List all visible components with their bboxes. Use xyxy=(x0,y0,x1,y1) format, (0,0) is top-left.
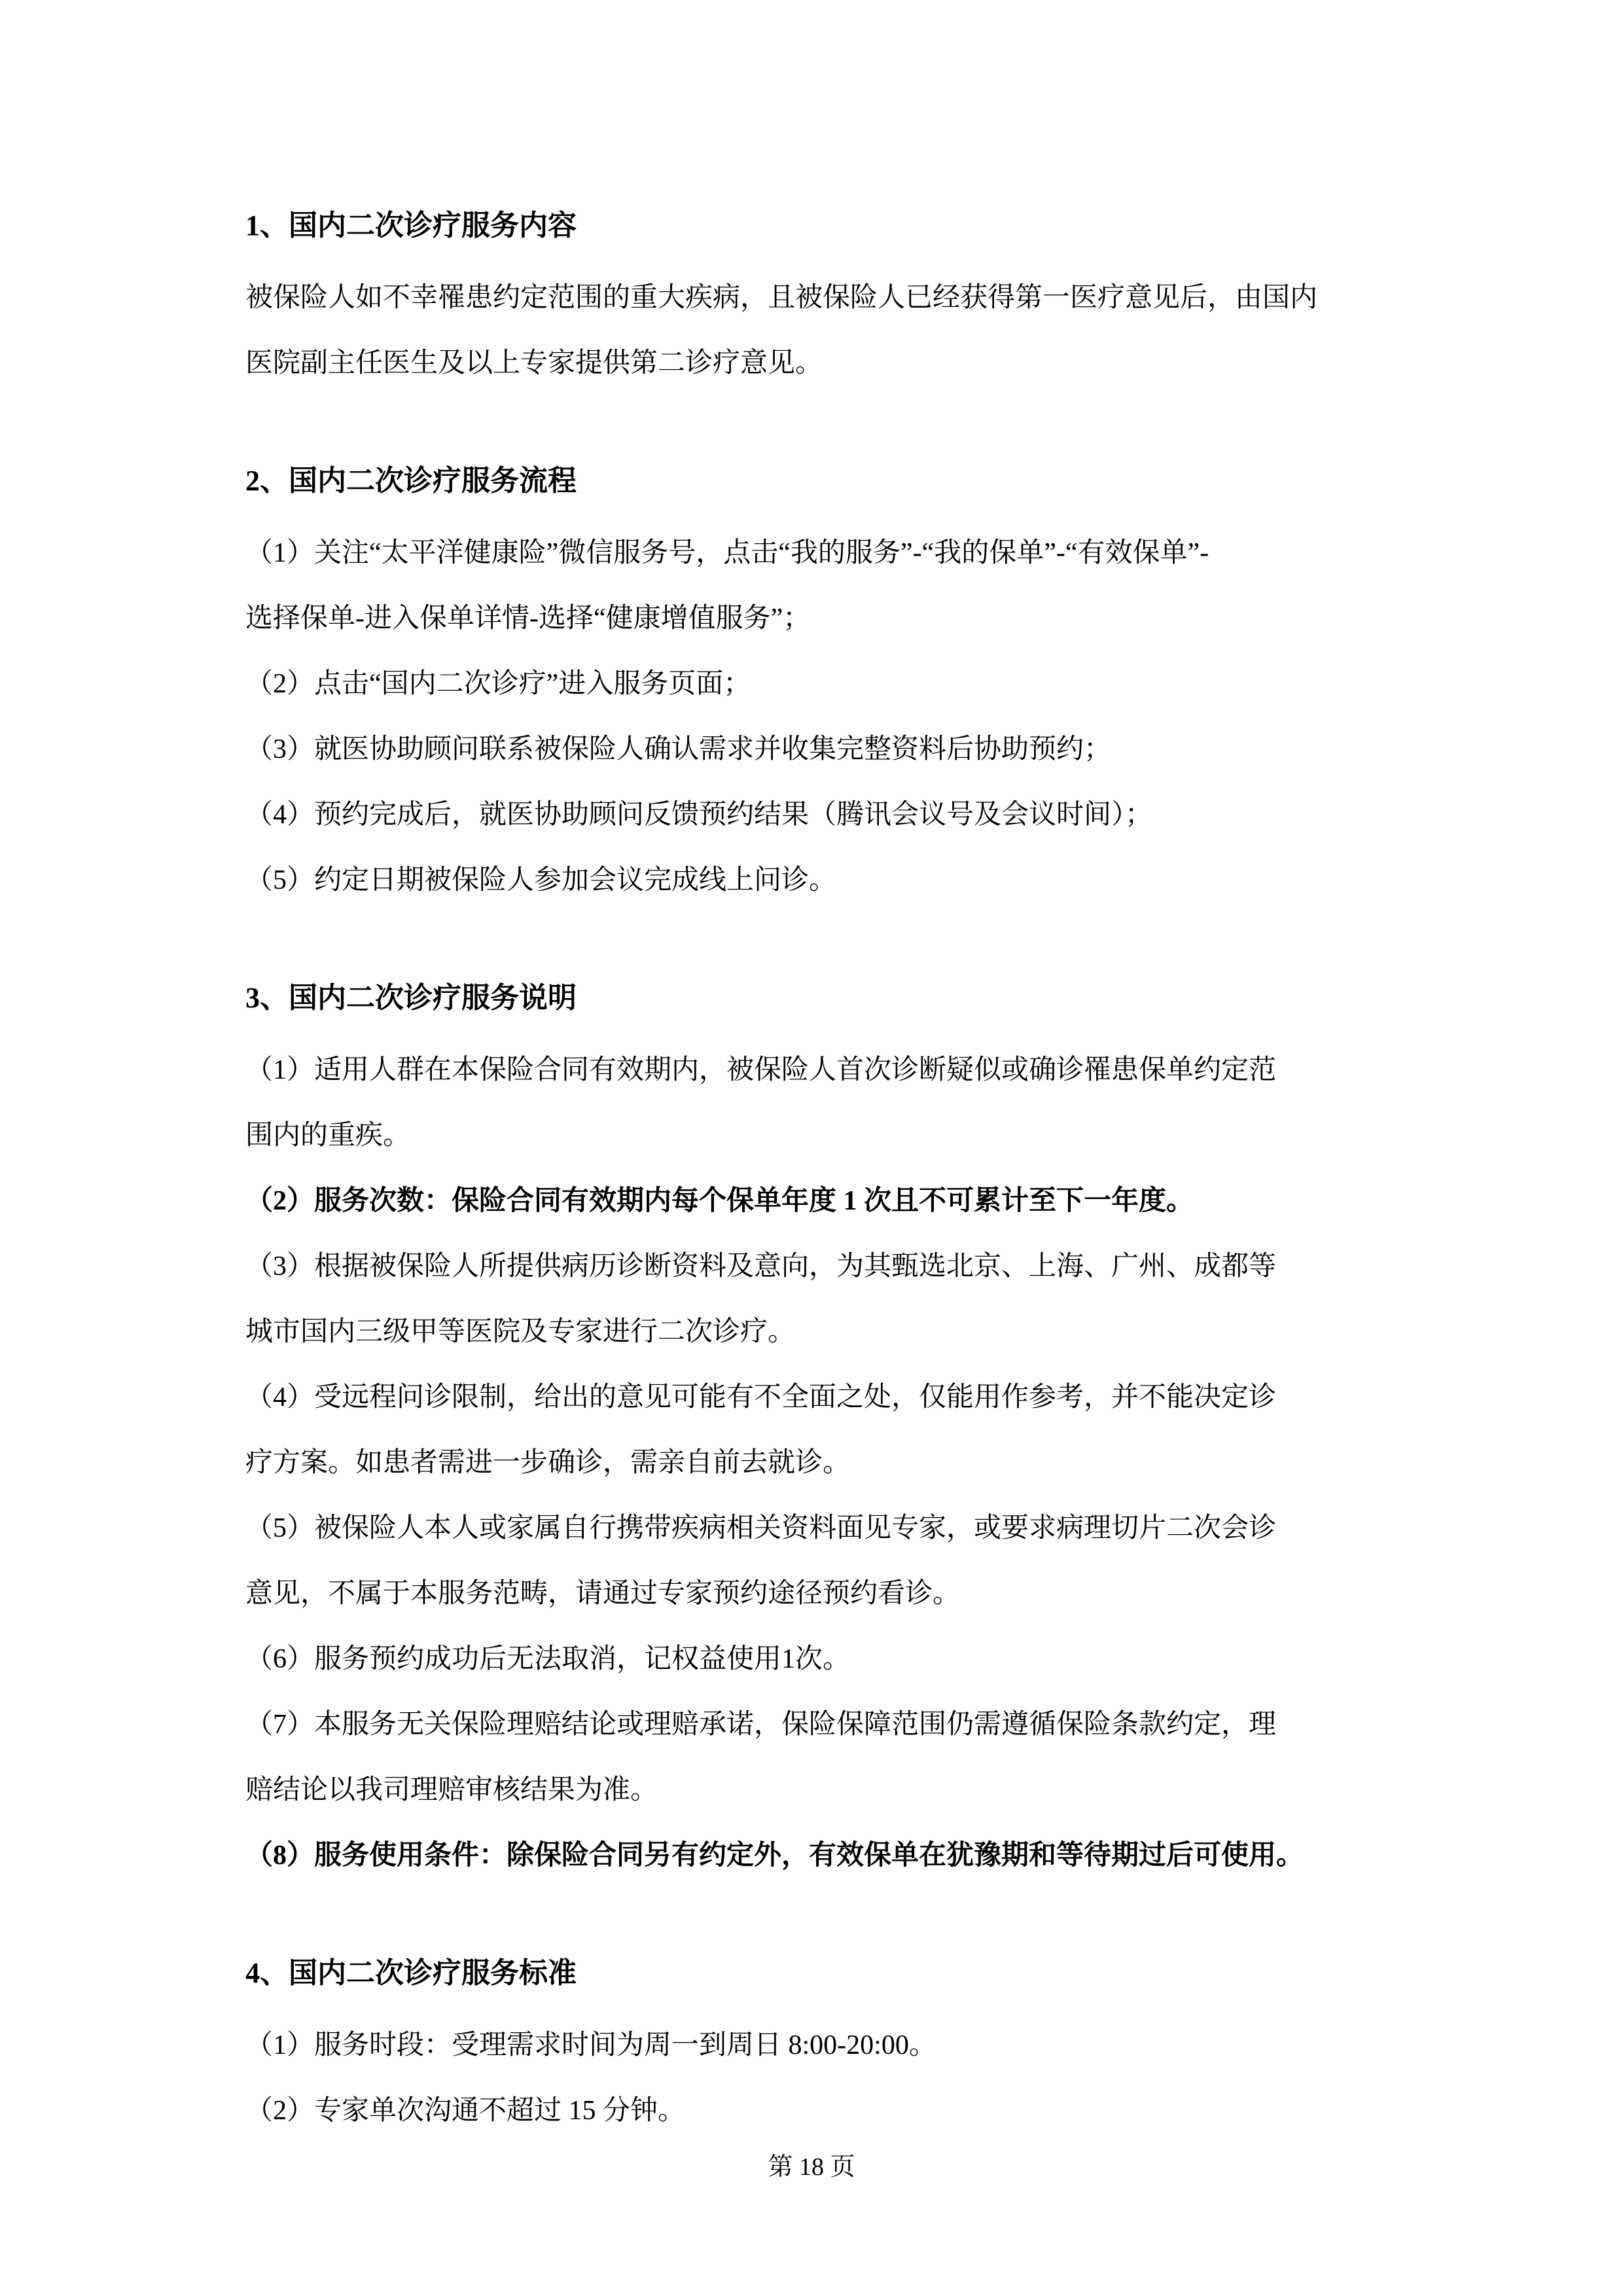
section-3-item-1-cont: 围内的重疾。 xyxy=(245,1121,411,1151)
section-3-item-6: （6）服务预约成功后无法取消，记权益使用1次。 xyxy=(245,1644,851,1674)
section-2-step-1-cont: 选择保单-进入保单详情-选择“健康增值服务”； xyxy=(245,603,811,634)
section-3-heading: 3、国内二次诊疗服务说明 xyxy=(245,982,577,1014)
section-1-line: 医院副主任医生及以上专家提供第二诊疗意见。 xyxy=(245,348,823,378)
section-3-item-7-cont: 赔结论以我司理赔审核结果为准。 xyxy=(245,1775,658,1805)
document-body xyxy=(245,193,1378,2187)
section-2-heading: 2、国内二次诊疗服务流程 xyxy=(245,465,577,497)
section-2-step-4: （4）预约完成后，就医协助顾问反馈预约结果（腾讯会议号及会议时间）； xyxy=(245,800,1153,830)
section-3-item-4: （4）受远程问诊限制，给出的意见可能有不全面之处，仅能用作参考，并不能决定诊 xyxy=(245,1382,1277,1412)
section-3-item-7: （7）本服务无关保险理赔结论或理赔承诺，保险保障范围仍需遵循保险条款约定，理 xyxy=(245,1710,1277,1740)
section-1-line: 被保险人如不幸罹患约定范围的重大疾病，且被保险人已经获得第一医疗意见后，由国内 xyxy=(245,283,1318,313)
section-2-step-3: （3）就医协助顾问联系被保险人确认需求并收集完整资料后协助预约； xyxy=(245,734,1112,764)
section-4-heading: 4、国内二次诊疗服务标准 xyxy=(245,1957,577,1989)
section-3-item-4-cont: 疗方案。如患者需进一步确诊，需亲自前去就诊。 xyxy=(245,1448,851,1478)
section-2-step-2: （2）点击“国内二次诊疗”进入服务页面； xyxy=(245,669,751,699)
section-2-step-5: （5）约定日期被保险人参加会议完成线上问诊。 xyxy=(245,865,837,895)
section-3-item-8: （8）服务使用条件：除保险合同另有约定外，有效保单在犹豫期和等待期过后可使用。 xyxy=(245,1840,1304,1871)
section-2-step-1: （1）关注“太平洋健康险”微信服务号，点击“我的服务”-“我的保单”-“有效保单”- xyxy=(245,538,1209,568)
page-number: 第 18 页 xyxy=(768,2153,855,2181)
section-3-item-3: （3）根据被保险人所提供病历诊断资料及意向，为其甄选北京、上海、广州、成都等 xyxy=(245,1251,1277,1282)
section-3-item-2: （2）服务次数：保险合同有效期内每个保单年度 1 次且不可累计至下一年度。 xyxy=(245,1186,1194,1216)
section-3-item-5: （5）被保险人本人或家属自行携带疾病相关资料面见专家，或要求病理切片二次会诊 xyxy=(245,1513,1277,1543)
section-3-item-5-cont: 意见，不属于本服务范畴，请通过专家预约途径预约看诊。 xyxy=(245,1579,961,1609)
section-3-item-3-cont: 城市国内三级甲等医院及专家进行二次诊疗。 xyxy=(245,1317,796,1347)
section-4-item-1: （1）服务时段：受理需求时间为周一到周日 8:00-20:00。 xyxy=(245,2030,936,2060)
section-1-heading: 1、国内二次诊疗服务内容 xyxy=(245,209,577,242)
section-3-item-1: （1）适用人群在本保险合同有效期内，被保险人首次诊断疑似或确诊罹患保单约定范 xyxy=(245,1055,1277,1085)
section-4-item-2: （2）专家单次沟通不超过 15 分钟。 xyxy=(245,2096,686,2126)
